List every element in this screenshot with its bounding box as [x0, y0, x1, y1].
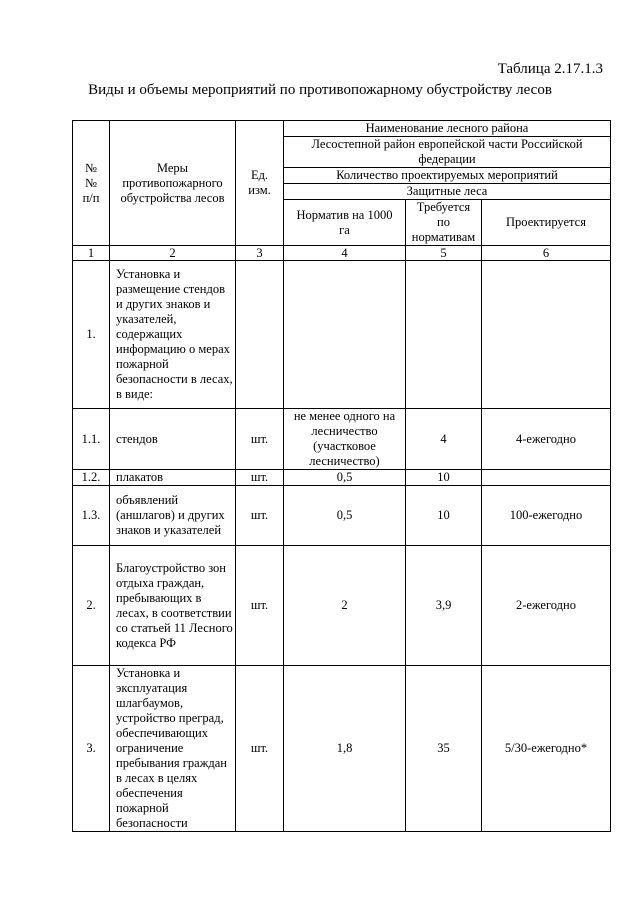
table-row [73, 486, 611, 546]
table-row [73, 546, 611, 666]
header-forest-type: Защитные леса [284, 184, 611, 200]
col-number: 6 [482, 246, 611, 261]
col-number: 4 [284, 246, 406, 261]
cell-unit: шт. [236, 546, 284, 666]
table-row [73, 470, 611, 486]
header-unit: Ед. изм. [236, 121, 284, 246]
cell-projected: 100-ежегодно [482, 486, 611, 546]
cell-unit: шт. [236, 409, 284, 470]
cell-measure: Установка и размещение стендов и других знаков и указателей, содержащих информацию о мерах пожарной безопасности в лесах, в виде: [110, 261, 236, 409]
cell-measure: плакатов [110, 470, 236, 486]
col-number: 1 [73, 246, 110, 261]
cell-num: 1.1. [73, 409, 110, 470]
cell-projected: 5/30-ежегодно* [482, 666, 611, 832]
cell-required: 10 [406, 486, 482, 546]
cell-required [406, 261, 482, 409]
cell-num: 1.2. [73, 470, 110, 486]
cell-measure: объявлений (аншлагов) и других знаков и указателей [110, 486, 236, 546]
fire-prevention-table [72, 120, 611, 832]
cell-projected [482, 470, 611, 486]
header-forest-district-label: Наименование лесного района [284, 121, 611, 137]
header-normative: Норматив на 1000 га [284, 200, 406, 246]
table-title: Виды и объемы мероприятий по противопожарному обустройству лесов [88, 82, 552, 98]
table-row [73, 666, 611, 832]
cell-required: 10 [406, 470, 482, 486]
header-quantity: Количество проектируемых мероприятий [284, 168, 611, 184]
cell-unit: шт. [236, 470, 284, 486]
cell-required: 35 [406, 666, 482, 832]
cell-projected: 4-ежегодно [482, 409, 611, 470]
cell-num: 1.3. [73, 486, 110, 546]
cell-measure: Установка и эксплуатация шлагбаумов, устройство преград, обеспечивающих ограничение пребывания граждан в лесах в целях обеспечения пожарной безопасности [110, 666, 236, 832]
cell-normative: 2 [284, 546, 406, 666]
header-projected: Проектируется [482, 200, 611, 246]
cell-unit: шт. [236, 486, 284, 546]
cell-measure: стендов [110, 409, 236, 470]
header-row [73, 121, 611, 137]
cell-normative: 0,5 [284, 470, 406, 486]
cell-normative [284, 261, 406, 409]
cell-normative: 0,5 [284, 486, 406, 546]
cell-unit [236, 261, 284, 409]
table-row [73, 261, 611, 409]
col-number: 5 [406, 246, 482, 261]
header-measures: Меры противопожарного обустройства лесов [110, 121, 236, 246]
cell-projected [482, 261, 611, 409]
header-forest-district: Лесостепной район европейской части Российской федерации [284, 137, 611, 168]
cell-required: 3,9 [406, 546, 482, 666]
table-caption: Таблица 2.17.1.3 [497, 61, 603, 77]
cell-measure: Благоустройство зон отдыха граждан, пребывающих в лесах, в соответствии со статьей 11 Лесного кодекса РФ [110, 546, 236, 666]
cell-projected: 2-ежегодно [482, 546, 611, 666]
col-number: 3 [236, 246, 284, 261]
header-required: Требуется по нормативам [406, 200, 482, 246]
header-num: №№ п/п [73, 121, 110, 246]
column-numbers-row [73, 246, 611, 261]
cell-normative: не менее одного на лесничество (участковое лесничество) [284, 409, 406, 470]
cell-unit: шт. [236, 666, 284, 832]
cell-num: 1. [73, 261, 110, 409]
cell-required: 4 [406, 409, 482, 470]
cell-num: 3. [73, 666, 110, 832]
col-number: 2 [110, 246, 236, 261]
cell-normative: 1,8 [284, 666, 406, 832]
table-row [73, 409, 611, 470]
cell-num: 2. [73, 546, 110, 666]
